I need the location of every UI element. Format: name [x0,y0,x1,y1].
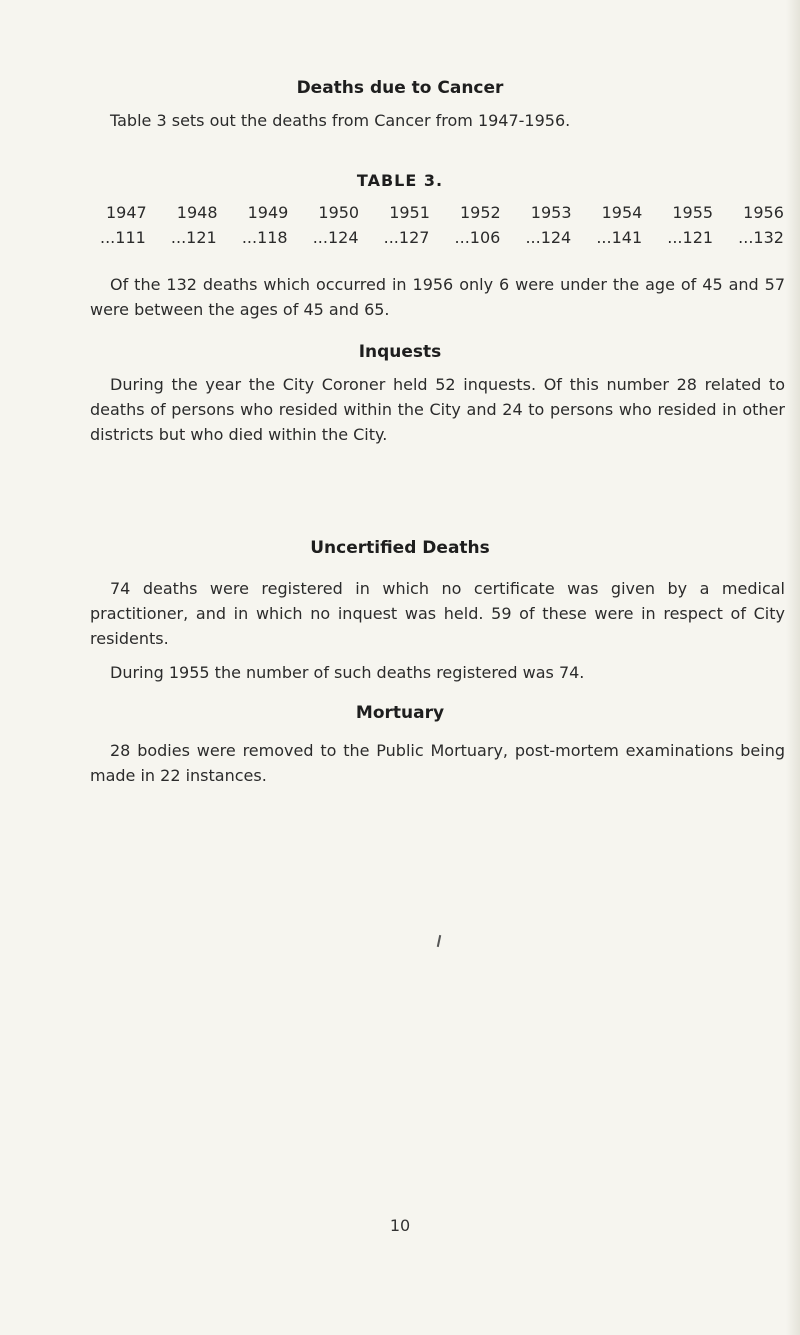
deaths-cell: ...132 [738,228,784,247]
stray-mark [437,935,441,947]
table-deaths-row [100,228,784,247]
deaths-cell: ...124 [312,228,359,247]
inquests-heading: Inquests [358,342,442,362]
page-edge-shadow [786,0,800,1335]
deaths-cell: ...121 [667,228,714,247]
mortuary-body: 28 bodies were removed to the Public Mortuary, post-mortem examinations being made in 22 instances. [90,741,785,785]
year-cell: 1952 [459,203,501,222]
mortuary-heading: Mortuary [355,703,445,723]
table-title: TABLE 3. [356,171,444,190]
year-cell: 1955 [672,203,714,222]
year-cell: 1953 [530,203,572,222]
uncertified-heading: Uncertified Deaths [310,538,490,558]
year-cell: 1951 [389,203,430,222]
uncertified-body-2: During 1955 the number of such deaths registered was 74. [110,663,585,682]
deaths-cell: ...118 [241,228,288,247]
year-cell: 1950 [318,203,360,222]
cancer-note: Of the 132 deaths which occurred in 1956 only 6 were under the age of 45 and 57 were between the ages of 45 and 65. [90,275,785,319]
deaths-cell: ...141 [596,228,643,247]
year-cell: 1948 [176,203,218,222]
inquests-body: During the year the City Coroner held 52 inquests. Of this number 28 related to deaths of persons who resided within the City and 24 to persons who resided in other districts but who died within the City. [90,375,785,444]
deaths-cell: ...127 [383,228,430,247]
page-number: 10 [389,1216,411,1235]
year-cell: 1956 [743,203,784,222]
year-cell: 1949 [247,203,289,222]
table-years-row [106,203,784,222]
cancer-heading: Deaths due to Cancer [296,78,504,98]
deaths-cell: ...121 [170,228,217,247]
year-cell: 1954 [601,203,643,222]
uncertified-body-1: 74 deaths were registered in which no certificate was given by a medical practitioner, and in which no inquest was held. 59 of these were in respect of City residents. [90,579,785,648]
deaths-cell: ...124 [525,228,572,247]
deaths-cell: ...106 [454,228,501,247]
year-cell: 1947 [106,203,147,222]
deaths-cell: ...111 [100,228,146,247]
cancer-intro: Table 3 sets out the deaths from Cancer from 1947-1956. [110,111,571,130]
